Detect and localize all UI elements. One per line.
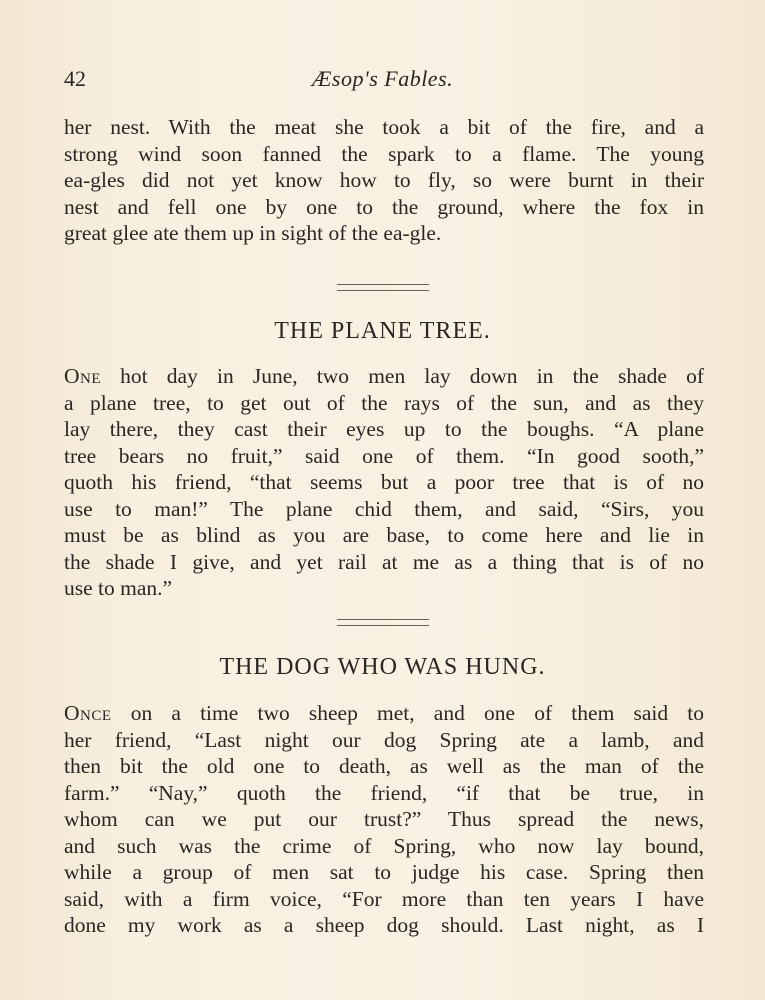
- text-line: ea-gles did not yet know how to fly, so were burnt in their: [64, 168, 704, 192]
- text-line: nest and fell one by one to the ground, where the fox in: [64, 194, 704, 219]
- text-line: must be as blind as you are base, to come here and lie in: [64, 523, 704, 547]
- text-line: strong wind soon fanned the spark to a flame. The young: [64, 141, 704, 166]
- text-line: then bit the old one to death, as well as the man of the: [64, 754, 704, 778]
- running-title: Æsop's Fables.: [311, 66, 454, 91]
- text-line: whom can we put our trust?” Thus spread the news,: [64, 807, 704, 831]
- fable-plane-tree-text: [64, 363, 704, 602]
- fable-title-plane-tree: THE PLANE TREE.: [274, 318, 491, 344]
- drop-word: Once: [64, 701, 112, 725]
- intro-paragraph: [64, 114, 704, 247]
- fable-dog-text: [64, 700, 704, 939]
- text-line: her nest. With the meat she took a bit of the fire, and a: [64, 115, 704, 139]
- text-line: [64, 700, 704, 727]
- text-line: her friend, “Last night our dog Spring ate a lamb, and: [64, 727, 704, 752]
- text-line: lay there, they cast their eyes up to the boughs. “A plane: [64, 417, 704, 441]
- text-line: tree bears no fruit,” said one of them. “In good sooth,”: [64, 443, 704, 468]
- text-line: done my work as a sheep dog should. Last night, as I: [64, 913, 704, 937]
- text-line: and such was the crime of Spring, who now lay bound,: [64, 833, 704, 858]
- text-line: use to man!” The plane chid them, and said, “Sirs, you: [64, 496, 704, 521]
- drop-word: One: [64, 364, 102, 388]
- text-line: great glee ate them up in sight of the ea-gle.: [64, 221, 442, 245]
- text-line: [64, 363, 704, 390]
- text-line: the shade I give, and yet rail at me as a thing that is of no: [64, 549, 704, 574]
- text-line: farm.” “Nay,” quoth the friend, “if that be true, in: [64, 780, 704, 805]
- text-line: a plane tree, to get out of the rays of the sun, and as they: [64, 390, 704, 415]
- first-line-text: hot day in June, two men lay down in the shade of: [101, 364, 704, 388]
- text-line: use to man.”: [64, 576, 173, 600]
- text-line: quoth his friend, “that seems but a poor tree that is of no: [64, 470, 704, 494]
- section-divider: [337, 284, 429, 291]
- fable-title-dog-who-was-hung: THE DOG WHO WAS HUNG.: [219, 654, 546, 680]
- page-number: 42: [64, 66, 86, 91]
- section-divider: [337, 619, 429, 626]
- text-line: said, with a firm voice, “For more than ten years I have: [64, 886, 704, 911]
- first-line-text: on a time two sheep met, and one of them said to: [111, 701, 704, 725]
- text-line: while a group of men sat to judge his case. Spring then: [64, 860, 704, 884]
